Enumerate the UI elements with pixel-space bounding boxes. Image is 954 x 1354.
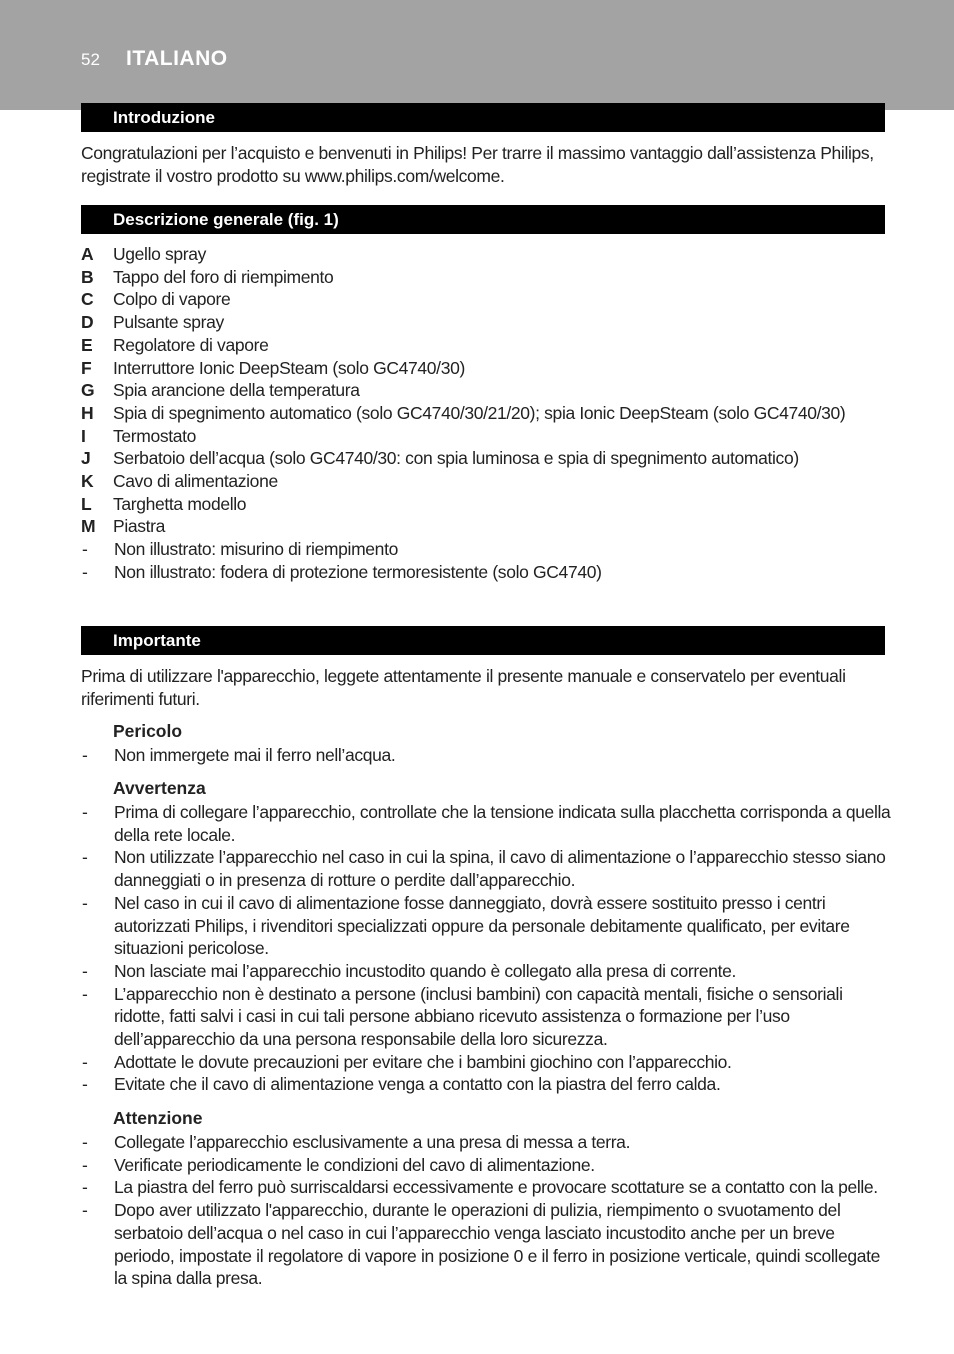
list-item (81, 1073, 891, 1096)
list-item (81, 1131, 891, 1154)
language-title: ITALIANO (126, 47, 228, 70)
list-item (81, 892, 891, 960)
item-text: Non immergete mai il ferro nell’acqua. (114, 745, 396, 765)
list-item (81, 1051, 891, 1074)
list-item (81, 1176, 891, 1199)
list-item (81, 538, 891, 561)
list-item (81, 983, 891, 1051)
dash: - (82, 1154, 88, 1175)
section-bar-importante (81, 626, 885, 655)
list-item (81, 493, 891, 516)
item-text: Interruttore Ionic DeepSteam (solo GC4740/30) (113, 357, 465, 378)
list-item (81, 515, 891, 538)
item-text: Cavo di alimentazione (113, 471, 278, 492)
item-text: Targhetta modello (113, 493, 247, 514)
item-key: C (81, 289, 94, 310)
list-item (81, 311, 891, 334)
item-key: J (81, 448, 91, 469)
item-key: G (81, 380, 95, 401)
list-item (81, 288, 891, 311)
parts-list (81, 243, 891, 584)
item-text: Termostato (113, 425, 197, 446)
item-text: Evitate che il cavo di alimentazione venga a contatto con la piastra del ferro calda. (114, 1074, 721, 1095)
item-key: F (81, 357, 92, 378)
list-item (81, 243, 891, 266)
item-key: L (81, 493, 92, 514)
dash: - (82, 1200, 88, 1221)
item-text: Non illustrato: fodera di protezione termoresistente (solo GC4740) (114, 561, 602, 582)
item-text: Ugello spray (113, 244, 207, 264)
list-item (81, 1199, 891, 1290)
item-key: - (82, 539, 88, 560)
list-item (81, 960, 891, 983)
warning-heading: Avvertenza (113, 778, 206, 798)
dash: - (82, 892, 88, 913)
item-text: Verificate periodicamente le condizioni del cavo di alimentazione. (114, 1154, 595, 1175)
item-text: L’apparecchio non è destinato a persone (inclusi bambini) con capacità mentali, fisiche o sensoriali ridotte, fatti salvi i casi in cui tali persone abbiano ricevuto assistenza o formazione per l’uso dell’apparecchio da una persona responsabile della loro sicurezza. (114, 983, 843, 1050)
warning-list (81, 801, 891, 1096)
dash: - (82, 1051, 88, 1072)
list-item (81, 402, 891, 425)
header-band (0, 0, 954, 110)
item-key: B (81, 266, 94, 287)
section-title: Importante (113, 631, 201, 650)
list-item (81, 266, 891, 289)
item-text: Spia arancione della temperatura (113, 380, 360, 401)
item-text: Serbatoio dell’acqua (solo GC4740/30: con spia luminosa e spia di spegnimento automatico) (113, 448, 799, 469)
item-text: Regolatore di vapore (113, 334, 269, 355)
item-key: A (81, 244, 94, 264)
danger-list (81, 744, 891, 767)
dash: - (82, 960, 88, 981)
dash: - (82, 847, 88, 868)
item-key: H (81, 402, 94, 423)
item-key: M (81, 516, 96, 537)
list-item (81, 561, 891, 584)
dash: - (82, 1132, 88, 1152)
item-text: Piastra (113, 516, 166, 537)
item-text: Dopo aver utilizzato l'apparecchio, durante le operazioni di pulizia, riempimento o svuotamento del serbatoio dell’acqua o nel caso in cui l’apparecchio venga lasciato incustodito anche per un breve periodo, impostate il regolatore di vapore in posizione 0 e il ferro in posizione verticale, quindi scollegate la spina dalla presa. (114, 1200, 880, 1289)
dash: - (82, 802, 88, 822)
item-text: Nel caso in cui il cavo di alimentazione fosse danneggiato, dovrà essere sostituito presso i centri autorizzati Philips, i rivenditori specializzati oppure da personale debitamente qualificato, per evitare situazioni pericolose. (114, 892, 850, 959)
item-key: D (81, 312, 94, 333)
list-item (81, 379, 891, 402)
item-text: Colpo di vapore (113, 289, 231, 310)
item-text: Collegate l’apparecchio esclusivamente a una presa di messa a terra. (114, 1132, 631, 1152)
page-number: 52 (81, 50, 100, 69)
item-key: E (81, 334, 93, 355)
section-bar-descrizione (81, 205, 885, 234)
item-text: Prima di collegare l’apparecchio, controllate che la tensione indicata sulla placchetta corrisponda a quella della rete locale. (114, 802, 891, 845)
danger-heading: Pericolo (113, 721, 183, 741)
item-key: I (81, 425, 86, 446)
caution-list (81, 1131, 891, 1290)
dash: - (82, 1074, 88, 1095)
item-key: - (82, 561, 88, 582)
list-item (81, 425, 891, 448)
item-text: Non lasciate mai l’apparecchio incustodito quando è collegato alla presa di corrente. (114, 960, 737, 981)
dash: - (82, 745, 88, 765)
important-intro: Prima di utilizzare l'apparecchio, leggete attentamente il presente manuale e conservatelo per eventuali riferimenti futuri. (81, 666, 846, 709)
list-item (81, 801, 891, 846)
item-text: La piastra del ferro può surriscaldarsi eccessivamente e provocare scottature se a contatto con la pelle. (114, 1177, 878, 1198)
list-item (81, 1154, 891, 1177)
caution-heading: Attenzione (113, 1108, 203, 1128)
dash: - (82, 983, 88, 1004)
item-text: Non illustrato: misurino di riempimento (114, 539, 398, 560)
item-text: Spia di spegnimento automatico (solo GC4740/30/21/20); spia Ionic DeepSteam (solo GC4740/30) (113, 402, 846, 423)
item-text: Tappo del foro di riempimento (113, 266, 334, 287)
list-item (81, 846, 891, 891)
item-text: Pulsante spray (113, 312, 224, 333)
section-bar-introduzione (81, 103, 885, 132)
list-item (81, 447, 891, 470)
list-item (81, 470, 891, 493)
item-text: Adottate le dovute precauzioni per evitare che i bambini giochino con l’apparecchio. (114, 1051, 732, 1072)
section-title: Introduzione (113, 108, 215, 127)
item-text: Non utilizzate l’apparecchio nel caso in cui la spina, il cavo di alimentazione o l’apparecchio stesso siano danneggiati o in presenza di rotture o perdite dall’apparecchio. (114, 847, 886, 891)
dash: - (82, 1177, 88, 1198)
list-item (81, 334, 891, 357)
list-item (81, 357, 891, 380)
item-key: K (81, 471, 94, 492)
intro-paragraph: Congratulazioni per l’acquisto e benvenuti in Philips! Per trarre il massimo vantaggio dall’assistenza Philips, registrate il vostro prodotto su www.philips.com/welcome. (81, 143, 874, 186)
list-item (81, 744, 891, 767)
section-title: Descrizione generale (fig. 1) (113, 210, 339, 229)
